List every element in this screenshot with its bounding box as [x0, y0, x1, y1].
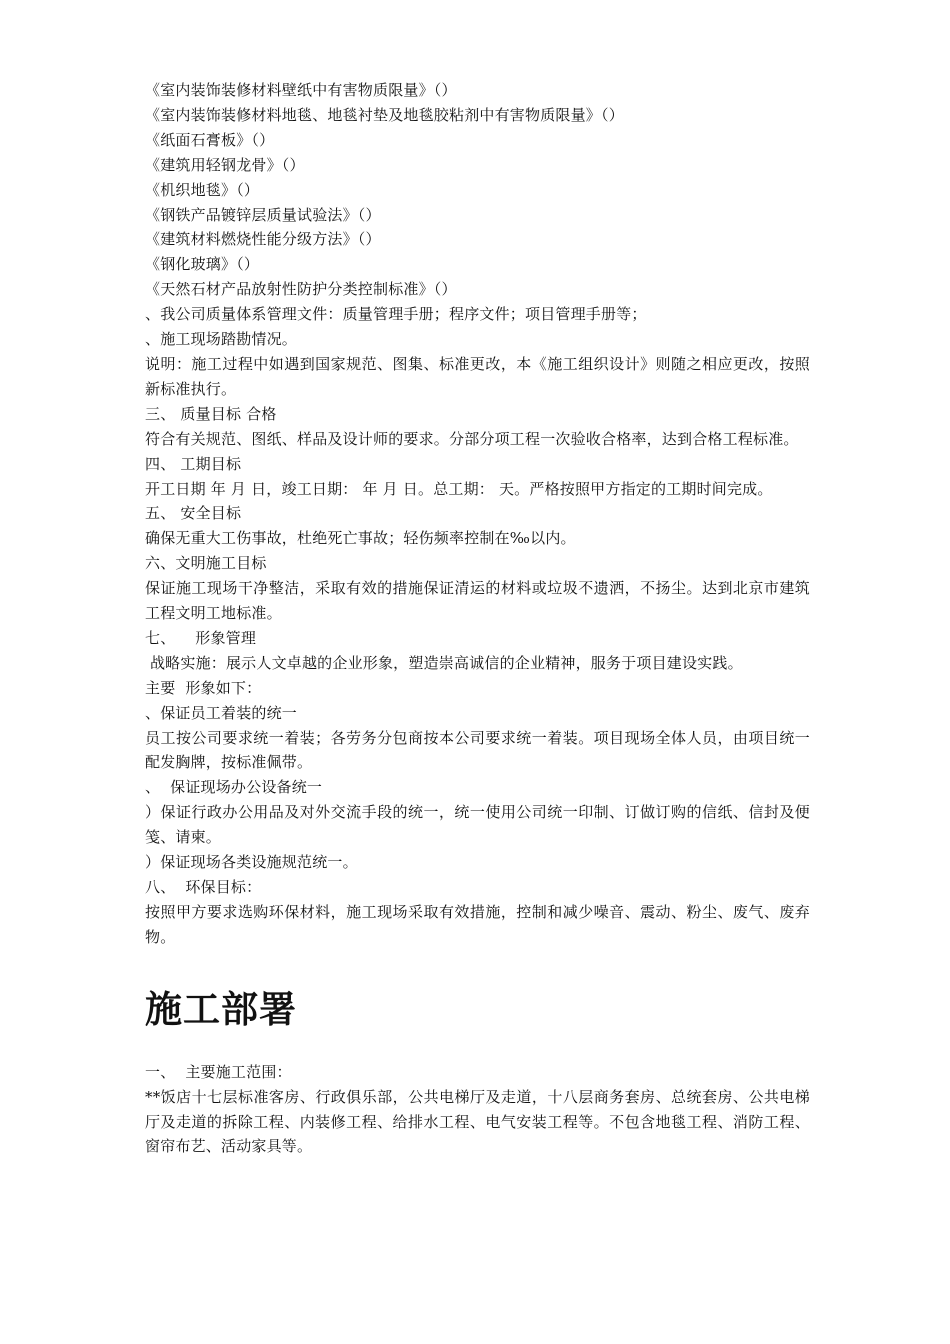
spacer — [145, 1032, 810, 1060]
civilized-heading: 六、文明施工目标 — [145, 554, 267, 573]
schedule-text: 开工日期 年 月 日，竣工日期： 年 月 日。总工期： 天。严格按照甲方指定的工期时间完成。 — [145, 479, 773, 498]
standard-item: 《室内装饰装修材料壁纸中有害物质限量》（） — [145, 81, 457, 99]
standard-item: 《建筑材料燃烧性能分级方法》（） — [145, 230, 381, 249]
standard-item: 《纸面石膏板》（） — [145, 130, 275, 149]
standard-item: 《天然石材产品放射性防护分类控制标准》（） — [145, 280, 457, 299]
standard-item: 《建筑用轻钢龙骨》（） — [145, 155, 305, 174]
standard-item: 《钢化玻璃》（） — [145, 255, 260, 274]
office-heading: 、 保证现场办公设备统一 — [145, 778, 323, 797]
quality-heading: 三、 质量目标 合格 — [145, 404, 277, 423]
image-heading: 七、 形象管理 — [145, 628, 257, 647]
document-page — [145, 78, 810, 1159]
safety-heading: 五、 安全目标 — [145, 504, 242, 523]
standard-item: 《钢铁产品镀锌层质量试验法》（） — [145, 205, 381, 224]
uniform-text: 员工按公司要求统一着装；各劳务分包商按本公司要求统一着装。项目现场全体人员，由项目统一配发胸牌，按标准佩带。 — [145, 728, 810, 772]
schedule-heading: 四、 工期目标 — [145, 454, 242, 473]
environment-heading: 八、 环保目标： — [145, 878, 262, 896]
environment-text: 按照甲方要求选购环保材料，施工现场采取有效措施，控制和减少噪音、震动、粉尘、废气、废弃物。 — [145, 902, 810, 946]
office-text: ）保证行政办公用品及对外交流手段的统一，统一使用公司统一印制、订做订购的信纸、信封及便笺、请柬。 — [145, 803, 810, 847]
scope-heading: 一、 主要施工范围： — [145, 1062, 292, 1081]
standard-item: 《室内装饰装修材料地毯、地毯衬垫及地毯胶粘剂中有害物质限量》（） — [145, 105, 624, 124]
list-item: 、施工现场踏勘情况。 — [145, 330, 298, 349]
note-paragraph: 说明：施工过程中如遇到国家规范、图集、标准更改，本《施工组织设计》则随之相应更改，按照新标准执行。 — [145, 354, 810, 398]
standard-item: 《机织地毯》（） — [145, 180, 260, 199]
scope-text: **饭店十七层标准客房、行政俱乐部，公共电梯厅及走道，十八层商务套房、总统套房、公共电梯厅及走道的拆除工程、内装修工程、给排水工程、电气安装工程等。不包含地毯工程、消防工程、窗帘布艺、活动家具等。 — [145, 1087, 810, 1156]
uniform-heading: 、保证员工着装的统一 — [145, 703, 298, 722]
image-main-text: 主要 形象如下： — [145, 678, 262, 697]
list-item: 、我公司质量体系管理文件：质量管理手册；程序文件；项目管理手册等； — [145, 305, 647, 324]
office-text: ）保证现场各类设施规范统一。 — [145, 853, 358, 872]
quality-text: 符合有关规范、图纸、样品及设计师的要求。分部分项工程一次验收合格率，达到合格工程标准。 — [145, 429, 799, 448]
section-title: 施工部署 — [145, 987, 297, 1031]
spacer — [145, 950, 810, 988]
civilized-text: 保证施工现场干净整洁，采取有效的措施保证清运的材料或垃圾不遗洒，不扬尘。达到北京市建筑工程文明工地标准。 — [145, 579, 810, 623]
image-strategy-text: 战略实施：展示人文卓越的企业形象，塑造崇高诚信的企业精神，服务于项目建设实践。 — [145, 653, 743, 672]
safety-text: 确保无重大工伤事故，杜绝死亡事故；轻伤频率控制在‰以内。 — [145, 529, 576, 548]
